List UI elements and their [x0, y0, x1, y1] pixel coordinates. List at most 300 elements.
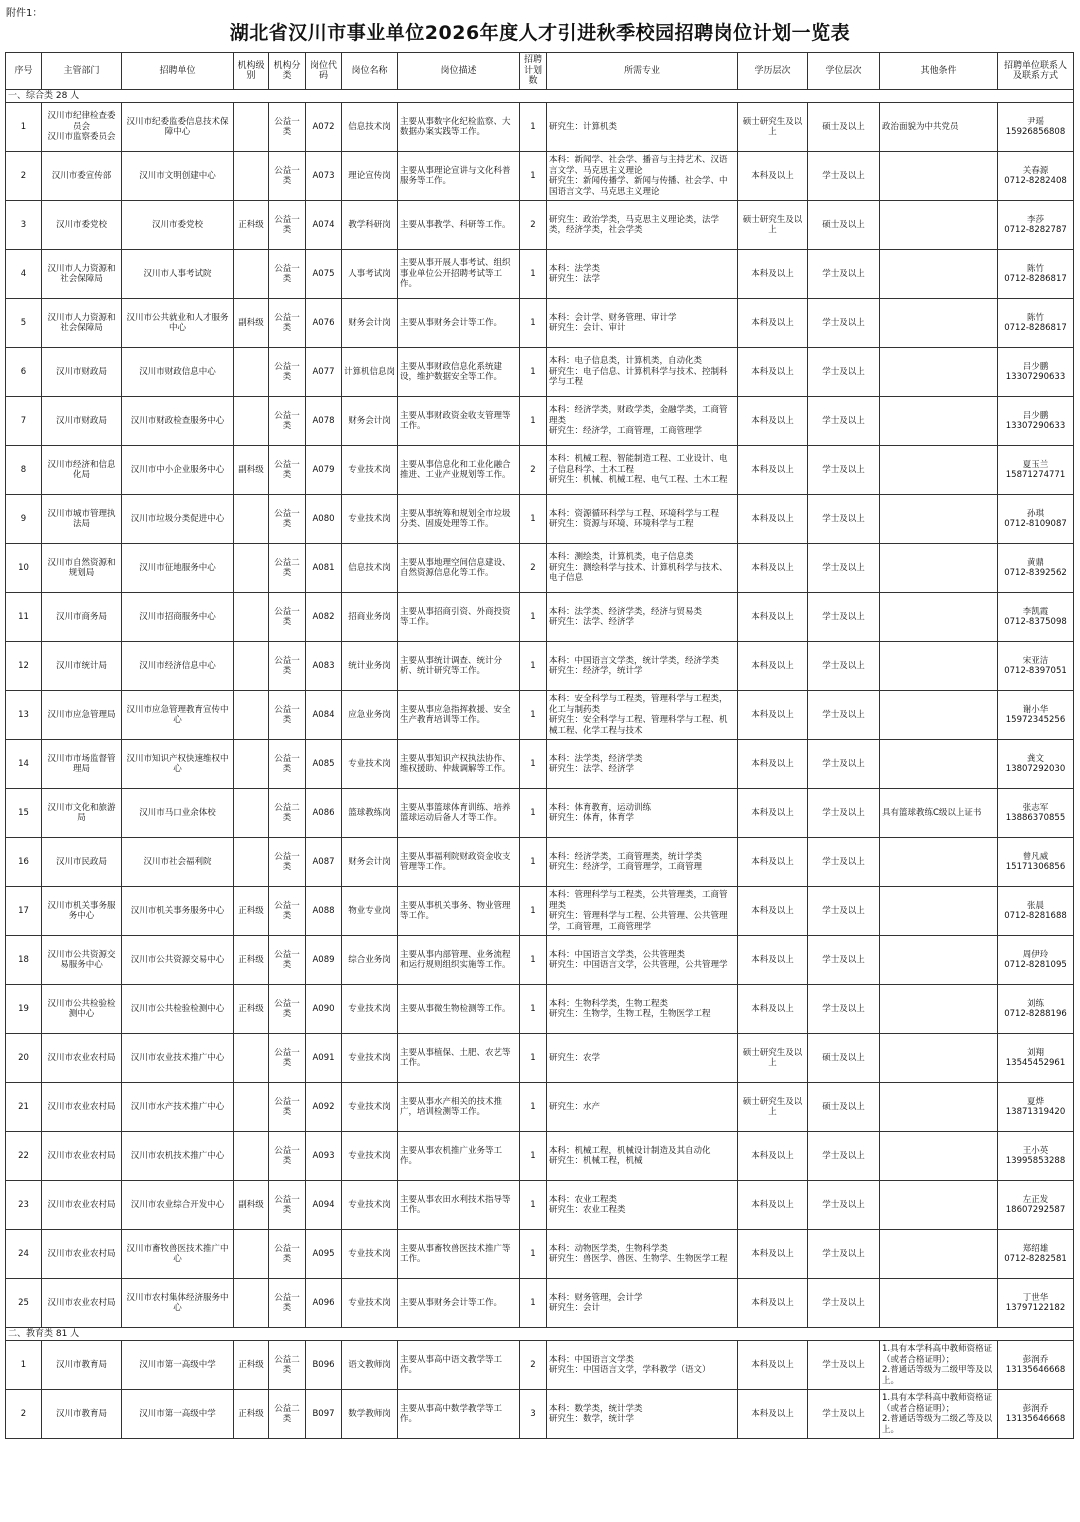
dept-cell: 汉川市经济和信息化局	[42, 446, 122, 495]
contact-cell: 曾凡威 15171306856	[998, 838, 1074, 887]
post-cell: 信息技术岗	[342, 544, 398, 593]
contact-cell: 宋亚洁 0712-8397051	[998, 642, 1074, 691]
desc-cell: 主要从事农机推广业务等工作。	[398, 1132, 520, 1181]
other-cell	[880, 495, 998, 544]
edu-cell: 硕士研究生及以上	[738, 103, 808, 152]
other-cell	[880, 887, 998, 936]
num-cell: 1	[520, 299, 547, 348]
degree-cell: 硕士及以上	[808, 1083, 880, 1132]
type-cell: 公益一类	[269, 1083, 306, 1132]
table-row	[6, 789, 1074, 838]
edu-cell: 本科及以上	[738, 985, 808, 1034]
desc-cell: 主要从事福利院财政资金收支管理等工作。	[398, 838, 520, 887]
code-cell: A076	[306, 299, 342, 348]
edu-cell: 本科及以上	[738, 1181, 808, 1230]
unit-cell: 汉川市马口业余体校	[122, 789, 234, 838]
row-number: 23	[6, 1181, 42, 1230]
major-cell: 本科：经济学类，工商管理类，统计学类 研究生：经济学，工商管理学，工商管理	[547, 838, 738, 887]
edu-cell: 本科及以上	[738, 789, 808, 838]
desc-cell: 主要从事统筹和规划全市垃圾分类、固废处理等工作。	[398, 495, 520, 544]
table-row	[6, 1132, 1074, 1181]
level-cell: 正科级	[234, 1390, 269, 1439]
major-cell: 研究生：政治学类，马克思主义理论类，法学类，经济学类，社会学类	[547, 201, 738, 250]
row-number: 5	[6, 299, 42, 348]
type-cell: 公益二类	[269, 544, 306, 593]
unit-cell: 汉川市畜牧兽医技术推广中心	[122, 1230, 234, 1279]
contact-cell: 尹瑶 15926856808	[998, 103, 1074, 152]
other-cell	[880, 397, 998, 446]
major-cell: 本科：新闻学、社会学、播音与主持艺术、汉语言文学、马克思主义理论 研究生：新闻传播学、新闻与传播、社会学、中国语言文学、马克思主义理论	[547, 152, 738, 201]
post-cell: 专业技术岗	[342, 1132, 398, 1181]
row-number: 18	[6, 936, 42, 985]
contact-cell: 张志军 13886370855	[998, 789, 1074, 838]
contact-cell: 关春源 0712-8282408	[998, 152, 1074, 201]
major-cell: 本科：机械工程、智能制造工程、工业设计、电子信息科学、土木工程 研究生：机械、机械工程、电气工程、土木工程	[547, 446, 738, 495]
dept-cell: 汉川市教育局	[42, 1390, 122, 1439]
contact-cell: 夏烨 13871319420	[998, 1083, 1074, 1132]
level-cell	[234, 838, 269, 887]
section-label: 二、教育类 81 人	[6, 1328, 1074, 1341]
post-cell: 专业技术岗	[342, 495, 398, 544]
dept-cell: 汉川市委党校	[42, 201, 122, 250]
desc-cell: 主要从事微生物检测等工作。	[398, 985, 520, 1034]
contact-cell: 谢小华 15972345256	[998, 691, 1074, 740]
type-cell: 公益一类	[269, 1132, 306, 1181]
row-number: 11	[6, 593, 42, 642]
edu-cell: 本科及以上	[738, 152, 808, 201]
desc-cell: 主要从事财务会计等工作。	[398, 1279, 520, 1328]
level-cell	[234, 691, 269, 740]
num-cell: 1	[520, 642, 547, 691]
code-cell: A089	[306, 936, 342, 985]
major-cell: 本科：法学类、经济学类，经济与贸易类 研究生：法学、经济学	[547, 593, 738, 642]
code-cell: A081	[306, 544, 342, 593]
edu-cell: 本科及以上	[738, 887, 808, 936]
level-cell	[234, 397, 269, 446]
table-row	[6, 250, 1074, 299]
table-row	[6, 299, 1074, 348]
row-number: 4	[6, 250, 42, 299]
code-cell: A088	[306, 887, 342, 936]
contact-cell: 李凯霞 0712-8375098	[998, 593, 1074, 642]
dept-cell: 汉川市农业农村局	[42, 1083, 122, 1132]
major-cell: 本科：机械工程，机械设计制造及其自动化 研究生：机械工程，机械	[547, 1132, 738, 1181]
header-level: 机构级别	[234, 53, 269, 90]
unit-cell: 汉川市社会福利院	[122, 838, 234, 887]
code-cell: A096	[306, 1279, 342, 1328]
contact-cell: 彭润乔 13135646668	[998, 1341, 1074, 1390]
row-number: 24	[6, 1230, 42, 1279]
other-cell: 具有篮球教练C级以上证书	[880, 789, 998, 838]
desc-cell: 主要从事数字化纪检监察、大数据办案实践等工作。	[398, 103, 520, 152]
other-cell: 1.具有本学科高中教师资格证（或者合格证明）； 2.普通话等级为二级乙等及以上。	[880, 1390, 998, 1439]
dept-cell: 汉川市农业农村局	[42, 1279, 122, 1328]
recruitment-table	[5, 52, 1074, 1439]
level-cell	[234, 1083, 269, 1132]
row-number: 13	[6, 691, 42, 740]
dept-cell: 汉川市机关事务服务中心	[42, 887, 122, 936]
table-row	[6, 1230, 1074, 1279]
level-cell: 正科级	[234, 1341, 269, 1390]
code-cell: A082	[306, 593, 342, 642]
other-cell	[880, 544, 998, 593]
level-cell: 正科级	[234, 936, 269, 985]
dept-cell: 汉川市农业农村局	[42, 1181, 122, 1230]
code-cell: A093	[306, 1132, 342, 1181]
degree-cell: 学士及以上	[808, 544, 880, 593]
level-cell: 副科级	[234, 299, 269, 348]
num-cell: 2	[520, 446, 547, 495]
table-row	[6, 691, 1074, 740]
desc-cell: 主要从事财政信息化系统建设，维护数据安全等工作。	[398, 348, 520, 397]
num-cell: 1	[520, 740, 547, 789]
type-cell: 公益一类	[269, 1034, 306, 1083]
code-cell: A077	[306, 348, 342, 397]
post-cell: 专业技术岗	[342, 446, 398, 495]
section-row	[6, 90, 1074, 103]
major-cell: 本科：体育教育，运动训练 研究生：体育，体育学	[547, 789, 738, 838]
post-cell: 财务会计岗	[342, 397, 398, 446]
desc-cell: 主要从事植保、土肥、农艺等工作。	[398, 1034, 520, 1083]
desc-cell: 主要从事招商引资、外商投资等工作。	[398, 593, 520, 642]
major-cell: 本科：电子信息类，计算机类，自动化类 研究生：电子信息、计算机科学与技术、控制科学与工程	[547, 348, 738, 397]
level-cell	[234, 1132, 269, 1181]
num-cell: 3	[520, 1390, 547, 1439]
table-row	[6, 936, 1074, 985]
table-row	[6, 593, 1074, 642]
unit-cell: 汉川市水产技术推广中心	[122, 1083, 234, 1132]
row-number: 1	[6, 103, 42, 152]
header-no: 序号	[6, 53, 42, 90]
level-cell	[234, 593, 269, 642]
contact-cell: 周伊玲 0712-8281095	[998, 936, 1074, 985]
edu-cell: 本科及以上	[738, 446, 808, 495]
num-cell: 1	[520, 1034, 547, 1083]
post-cell: 语文教师岗	[342, 1341, 398, 1390]
desc-cell: 主要从事内部管理、业务流程和运行规则组织实施等工作。	[398, 936, 520, 985]
edu-cell: 本科及以上	[738, 544, 808, 593]
table-body	[6, 90, 1074, 1439]
edu-cell: 本科及以上	[738, 691, 808, 740]
contact-cell: 郑绍雄 0712-8282581	[998, 1230, 1074, 1279]
num-cell: 1	[520, 1230, 547, 1279]
code-cell: A090	[306, 985, 342, 1034]
degree-cell: 学士及以上	[808, 152, 880, 201]
row-number: 17	[6, 887, 42, 936]
degree-cell: 学士及以上	[808, 838, 880, 887]
post-cell: 应急业务岗	[342, 691, 398, 740]
header-post: 岗位名称	[342, 53, 398, 90]
type-cell: 公益一类	[269, 1230, 306, 1279]
other-cell	[880, 446, 998, 495]
num-cell: 1	[520, 1083, 547, 1132]
degree-cell: 硕士及以上	[808, 201, 880, 250]
level-cell: 正科级	[234, 985, 269, 1034]
type-cell: 公益一类	[269, 593, 306, 642]
other-cell	[880, 740, 998, 789]
post-cell: 人事考试岗	[342, 250, 398, 299]
attachment-label: 附件1：	[6, 8, 43, 19]
table-row	[6, 740, 1074, 789]
header-major: 所需专业	[547, 53, 738, 90]
section-label: 一、综合类 28 人	[6, 90, 1074, 103]
post-cell: 统计业务岗	[342, 642, 398, 691]
edu-cell: 硕士研究生及以上	[738, 201, 808, 250]
row-number: 14	[6, 740, 42, 789]
desc-cell: 主要从事财务会计等工作。	[398, 299, 520, 348]
post-cell: 专业技术岗	[342, 1083, 398, 1132]
contact-cell: 孙琪 0712-8109087	[998, 495, 1074, 544]
degree-cell: 学士及以上	[808, 446, 880, 495]
desc-cell: 主要从事地理空间信息建设、自然资源信息化等工作。	[398, 544, 520, 593]
edu-cell: 本科及以上	[738, 299, 808, 348]
row-number: 2	[6, 152, 42, 201]
desc-cell: 主要从事机关事务、物业管理等工作。	[398, 887, 520, 936]
code-cell: A084	[306, 691, 342, 740]
unit-cell: 汉川市农业综合开发中心	[122, 1181, 234, 1230]
level-cell	[234, 1034, 269, 1083]
desc-cell: 主要从事农田水利技术指导等工作。	[398, 1181, 520, 1230]
edu-cell: 本科及以上	[738, 1132, 808, 1181]
code-cell: A085	[306, 740, 342, 789]
post-cell: 专业技术岗	[342, 1279, 398, 1328]
num-cell: 1	[520, 789, 547, 838]
major-cell: 研究生：农学	[547, 1034, 738, 1083]
row-number: 19	[6, 985, 42, 1034]
unit-cell: 汉川市农业技术推广中心	[122, 1034, 234, 1083]
dept-cell: 汉川市纪律检查委员会 汉川市监察委员会	[42, 103, 122, 152]
major-cell: 本科：安全科学与工程类，管理科学与工程类，化工与制药类 研究生：安全科学与工程、管理科学与工程、机械工程、化学工程与技术	[547, 691, 738, 740]
code-cell: B097	[306, 1390, 342, 1439]
table-row	[6, 495, 1074, 544]
table-row	[6, 201, 1074, 250]
edu-cell: 本科及以上	[738, 838, 808, 887]
page-title: 湖北省汉川市事业单位2026年度人才引进秋季校园招聘岗位计划一览表	[229, 22, 851, 44]
other-cell	[880, 985, 998, 1034]
post-cell: 理论宣传岗	[342, 152, 398, 201]
unit-cell: 汉川市公共就业和人才服务中心	[122, 299, 234, 348]
degree-cell: 学士及以上	[808, 887, 880, 936]
contact-cell: 张晨 0712-8281688	[998, 887, 1074, 936]
edu-cell: 硕士研究生及以上	[738, 1034, 808, 1083]
other-cell	[880, 1034, 998, 1083]
type-cell: 公益一类	[269, 201, 306, 250]
desc-cell: 主要从事理论宣讲与文化科普服务等工作。	[398, 152, 520, 201]
degree-cell: 学士及以上	[808, 299, 880, 348]
edu-cell: 本科及以上	[738, 348, 808, 397]
dept-cell: 汉川市应急管理局	[42, 691, 122, 740]
row-number: 16	[6, 838, 42, 887]
other-cell: 1.具有本学科高中教师资格证（或者合格证明）； 2.普通话等级为二级甲等及以上。	[880, 1341, 998, 1390]
num-cell: 1	[520, 838, 547, 887]
contact-cell: 刘练 0712-8288196	[998, 985, 1074, 1034]
dept-cell: 汉川市农业农村局	[42, 1034, 122, 1083]
type-cell: 公益一类	[269, 103, 306, 152]
desc-cell: 主要从事信息化和工业化融合推进、工业产业规划等工作。	[398, 446, 520, 495]
header-other: 其他条件	[880, 53, 998, 90]
contact-cell: 左正发 18607292587	[998, 1181, 1074, 1230]
desc-cell: 主要从事水产相关的技术推广，培训检测等工作。	[398, 1083, 520, 1132]
degree-cell: 学士及以上	[808, 397, 880, 446]
desc-cell: 主要从事统计调查、统计分析、统计研究等工作。	[398, 642, 520, 691]
unit-cell: 汉川市农机技术推广中心	[122, 1132, 234, 1181]
post-cell: 教学科研岗	[342, 201, 398, 250]
type-cell: 公益一类	[269, 887, 306, 936]
level-cell	[234, 152, 269, 201]
table-row	[6, 152, 1074, 201]
code-cell: A095	[306, 1230, 342, 1279]
contact-cell: 丁世华 13797122182	[998, 1279, 1074, 1328]
post-cell: 专业技术岗	[342, 1034, 398, 1083]
level-cell: 副科级	[234, 446, 269, 495]
num-cell: 1	[520, 103, 547, 152]
table-row	[6, 103, 1074, 152]
header-code: 岗位代码	[306, 53, 342, 90]
edu-cell: 本科及以上	[738, 495, 808, 544]
level-cell	[234, 348, 269, 397]
post-cell: 专业技术岗	[342, 1181, 398, 1230]
row-number: 9	[6, 495, 42, 544]
row-number: 10	[6, 544, 42, 593]
major-cell: 本科：资源循环科学与工程、环境科学与工程 研究生：资源与环境、环境科学与工程	[547, 495, 738, 544]
type-cell: 公益一类	[269, 1181, 306, 1230]
major-cell: 本科：中国语言文学类，公共管理类 研究生：中国语言文学，公共管理，公共管理学	[547, 936, 738, 985]
desc-cell: 主要从事篮球体育训练、培养篮球运动后备人才等工作。	[398, 789, 520, 838]
desc-cell: 主要从事畜牧兽医技术推广等工作。	[398, 1230, 520, 1279]
num-cell: 1	[520, 152, 547, 201]
header-degree: 学位层次	[808, 53, 880, 90]
code-cell: A075	[306, 250, 342, 299]
other-cell: 政治面貌为中共党员	[880, 103, 998, 152]
major-cell: 本科：会计学、财务管理、审计学 研究生：会计、审计	[547, 299, 738, 348]
dept-cell: 汉川市农业农村局	[42, 1230, 122, 1279]
desc-cell: 主要从事应急指挥救援、安全生产教育培训等工作。	[398, 691, 520, 740]
contact-cell: 吕少鹏 13307290633	[998, 348, 1074, 397]
level-cell	[234, 103, 269, 152]
other-cell	[880, 593, 998, 642]
post-cell: 财务会计岗	[342, 299, 398, 348]
edu-cell: 本科及以上	[738, 642, 808, 691]
other-cell	[880, 1132, 998, 1181]
major-cell: 本科：测绘类，计算机类，电子信息类 研究生：测绘科学与技术、计算机科学与技术、电子信息	[547, 544, 738, 593]
edu-cell: 本科及以上	[738, 250, 808, 299]
dept-cell: 汉川市委宣传部	[42, 152, 122, 201]
edu-cell: 本科及以上	[738, 593, 808, 642]
edu-cell: 本科及以上	[738, 397, 808, 446]
edu-cell: 本科及以上	[738, 1341, 808, 1390]
unit-cell: 汉川市人事考试院	[122, 250, 234, 299]
code-cell: A087	[306, 838, 342, 887]
code-cell: B096	[306, 1341, 342, 1390]
contact-cell: 黄鼎 0712-8392562	[998, 544, 1074, 593]
type-cell: 公益二类	[269, 1390, 306, 1439]
row-number: 20	[6, 1034, 42, 1083]
contact-cell: 彭润乔 13135646668	[998, 1390, 1074, 1439]
desc-cell: 主要从事教学、科研等工作。	[398, 201, 520, 250]
level-cell: 副科级	[234, 1181, 269, 1230]
table-row	[6, 348, 1074, 397]
unit-cell: 汉川市机关事务服务中心	[122, 887, 234, 936]
major-cell: 研究生：计算机类	[547, 103, 738, 152]
other-cell	[880, 691, 998, 740]
table-row	[6, 544, 1074, 593]
num-cell: 2	[520, 544, 547, 593]
post-cell: 数学教师岗	[342, 1390, 398, 1439]
type-cell: 公益一类	[269, 936, 306, 985]
unit-cell: 汉川市招商服务中心	[122, 593, 234, 642]
code-cell: A083	[306, 642, 342, 691]
unit-cell: 汉川市公共检验检测中心	[122, 985, 234, 1034]
row-number: 22	[6, 1132, 42, 1181]
contact-cell: 龚文 13807292030	[998, 740, 1074, 789]
code-cell: A094	[306, 1181, 342, 1230]
degree-cell: 学士及以上	[808, 642, 880, 691]
type-cell: 公益二类	[269, 789, 306, 838]
post-cell: 篮球教练岗	[342, 789, 398, 838]
level-cell: 正科级	[234, 201, 269, 250]
major-cell: 本科：经济学类，财政学类，金融学类，工商管理类 研究生：经济学，工商管理，工商管理学	[547, 397, 738, 446]
post-cell: 综合业务岗	[342, 936, 398, 985]
dept-cell: 汉川市自然资源和规划局	[42, 544, 122, 593]
table-row	[6, 887, 1074, 936]
level-cell	[234, 1230, 269, 1279]
row-number: 12	[6, 642, 42, 691]
other-cell	[880, 1230, 998, 1279]
unit-cell: 汉川市农村集体经济服务中心	[122, 1279, 234, 1328]
contact-cell: 陈竹 0712-8286817	[998, 250, 1074, 299]
major-cell: 本科：法学类，经济学类 研究生：法学、经济学	[547, 740, 738, 789]
type-cell: 公益一类	[269, 348, 306, 397]
row-number: 6	[6, 348, 42, 397]
level-cell	[234, 544, 269, 593]
level-cell	[234, 789, 269, 838]
dept-cell: 汉川市公共检验检测中心	[42, 985, 122, 1034]
dept-cell: 汉川市城市管理执法局	[42, 495, 122, 544]
other-cell	[880, 1083, 998, 1132]
other-cell	[880, 201, 998, 250]
other-cell	[880, 152, 998, 201]
code-cell: A072	[306, 103, 342, 152]
post-cell: 招商业务岗	[342, 593, 398, 642]
level-cell: 正科级	[234, 887, 269, 936]
major-cell: 本科：法学类 研究生：法学	[547, 250, 738, 299]
unit-cell: 汉川市中小企业服务中心	[122, 446, 234, 495]
dept-cell: 汉川市统计局	[42, 642, 122, 691]
table-row	[6, 1390, 1074, 1439]
level-cell	[234, 495, 269, 544]
dept-cell: 汉川市农业农村局	[42, 1132, 122, 1181]
unit-cell: 汉川市财政检查服务中心	[122, 397, 234, 446]
major-cell: 本科：生物科学类，生物工程类 研究生：生物学，生物工程，生物医学工程	[547, 985, 738, 1034]
num-cell: 1	[520, 593, 547, 642]
row-number: 3	[6, 201, 42, 250]
table-row	[6, 642, 1074, 691]
type-cell: 公益一类	[269, 495, 306, 544]
level-cell	[234, 740, 269, 789]
unit-cell: 汉川市文明创建中心	[122, 152, 234, 201]
post-cell: 专业技术岗	[342, 985, 398, 1034]
post-cell: 财务会计岗	[342, 838, 398, 887]
table-row	[6, 1279, 1074, 1328]
code-cell: A073	[306, 152, 342, 201]
table-row	[6, 1034, 1074, 1083]
header-num: 招聘计划数	[520, 53, 547, 90]
type-cell: 公益一类	[269, 1279, 306, 1328]
num-cell: 2	[520, 1341, 547, 1390]
major-cell: 本科：财务管理，会计学 研究生：会计	[547, 1279, 738, 1328]
row-number: 1	[6, 1341, 42, 1390]
unit-cell: 汉川市第一高级中学	[122, 1341, 234, 1390]
